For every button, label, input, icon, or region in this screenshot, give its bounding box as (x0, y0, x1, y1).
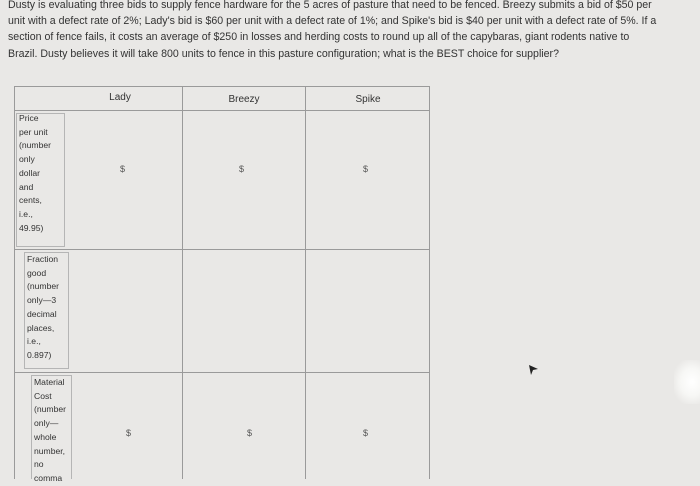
row-label-line: (number (34, 404, 66, 415)
col-header-breezy: Breezy (228, 94, 260, 105)
row-label-line: places, (27, 322, 55, 333)
row-label-line: only— (34, 418, 59, 429)
question-line: unit with a defect rate of 2%; Lady's bid is $60 per unit with a defect rate of 1%; and Spike's bid is $40 per unit with a defect rate of 5%. If a (8, 15, 657, 28)
row-label-line: and (19, 181, 34, 192)
row-label-line: dollar (19, 167, 41, 178)
row-label-line: number, (34, 445, 66, 456)
row-label-line: whole (34, 431, 57, 442)
row-label-line: i.e., (27, 336, 41, 347)
input-price-spike[interactable]: $ (363, 164, 369, 174)
row-label-line: decimal (27, 308, 57, 319)
scan-glare (674, 360, 700, 404)
question-line: Brazil. Dusty believes it will take 800 units to fence in this pasture configuration; what is the BEST choice for supplier? (8, 47, 559, 60)
row-label-line: (number (27, 281, 59, 292)
row-label-material-cost (34, 376, 66, 486)
row-label-line: cents, (19, 195, 42, 206)
row-label-line: good (27, 267, 47, 278)
row-label-line: 0.897) (27, 349, 52, 360)
col-header-lady: Lady (109, 92, 131, 103)
input-cost-breezy[interactable]: $ (247, 428, 253, 438)
mouse-cursor-icon (528, 364, 540, 376)
input-cost-lady[interactable]: $ (126, 428, 132, 438)
input-price-breezy[interactable]: $ (239, 164, 245, 174)
row-label-line: comma (34, 472, 63, 483)
row-label-line: Fraction (27, 254, 59, 264)
col-header-spike: Spike (355, 94, 381, 105)
row-label-line: only (19, 154, 35, 165)
row-label-price (19, 112, 51, 235)
row-label-line: i.e., (19, 208, 33, 219)
row-label-line: Price (19, 113, 39, 123)
row-label-fraction-good (27, 253, 59, 363)
input-price-lady[interactable]: $ (120, 164, 126, 174)
question-line: section of fence fails, it costs an average of $250 in losses and herding costs to round up all of the capybaras, giant rodents native to (8, 31, 630, 44)
question-line: Dusty is evaluating three bids to supply fence hardware for the 5 acres of pasture that need to be fenced. Breezy submits a bid of $50 per (8, 0, 652, 11)
row-label-line: 49.95) (19, 222, 44, 233)
row-label-line: (number (19, 140, 51, 151)
row-label-line: Material (34, 377, 65, 387)
row-label-line: per unit (19, 126, 48, 137)
input-cost-spike[interactable]: $ (363, 428, 369, 438)
row-label-line: Cost (34, 390, 52, 401)
row-label-line: only—3 (27, 295, 57, 306)
row-label-line: no (34, 459, 44, 470)
